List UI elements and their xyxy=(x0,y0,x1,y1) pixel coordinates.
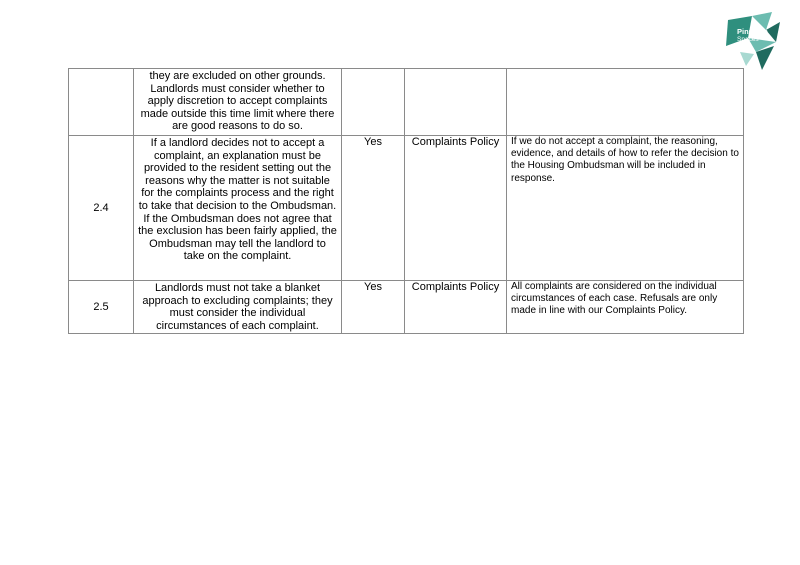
row-comply: Yes xyxy=(342,136,405,281)
row-ref: 2.4 xyxy=(69,136,134,281)
logo-brand: Pinnacle xyxy=(737,27,768,36)
row-requirement: If a landlord decides not to accept a complaint, an explanation must be provided to the resident setting out the reasons why the matter is not suitable for the complaints process and the right to take that decision to the Ombudsman. If the Ombudsman does not agree that the exclusion has been fairly applied, the Ombudsman may tell the landlord to take on the complaint. xyxy=(134,136,342,281)
row-ref: 2.5 xyxy=(69,281,134,334)
table-row xyxy=(69,69,744,136)
row-ref xyxy=(69,69,134,136)
row-requirement: Landlords must not take a blanket approach to excluding complaints; they must consider the individual circumstances of each complaint. xyxy=(134,281,342,334)
row-evidence: Complaints Policy xyxy=(405,136,507,281)
row-requirement: they are excluded on other grounds. Landlords must consider whether to apply discretion to accept complaints made outside this time limit where there are good reasons to do so. xyxy=(134,69,342,136)
row-comply xyxy=(342,69,405,136)
table-row xyxy=(69,136,744,281)
row-evidence: Complaints Policy xyxy=(405,281,507,334)
row-explanation xyxy=(507,69,744,136)
row-explanation: If we do not accept a complaint, the reasoning, evidence, and details of how to refer the decision to the Housing Ombudsman will be included in response. xyxy=(507,136,744,281)
row-comply: Yes xyxy=(342,281,405,334)
compliance-table xyxy=(68,68,744,334)
row-evidence xyxy=(405,69,507,136)
logo-text xyxy=(737,28,768,44)
row-explanation: All complaints are considered on the individual circumstances of each case. Refusals are only made in line with our Complaints Policy. xyxy=(507,281,744,334)
table-row xyxy=(69,281,744,334)
logo-sub: Spaces xyxy=(737,36,759,43)
